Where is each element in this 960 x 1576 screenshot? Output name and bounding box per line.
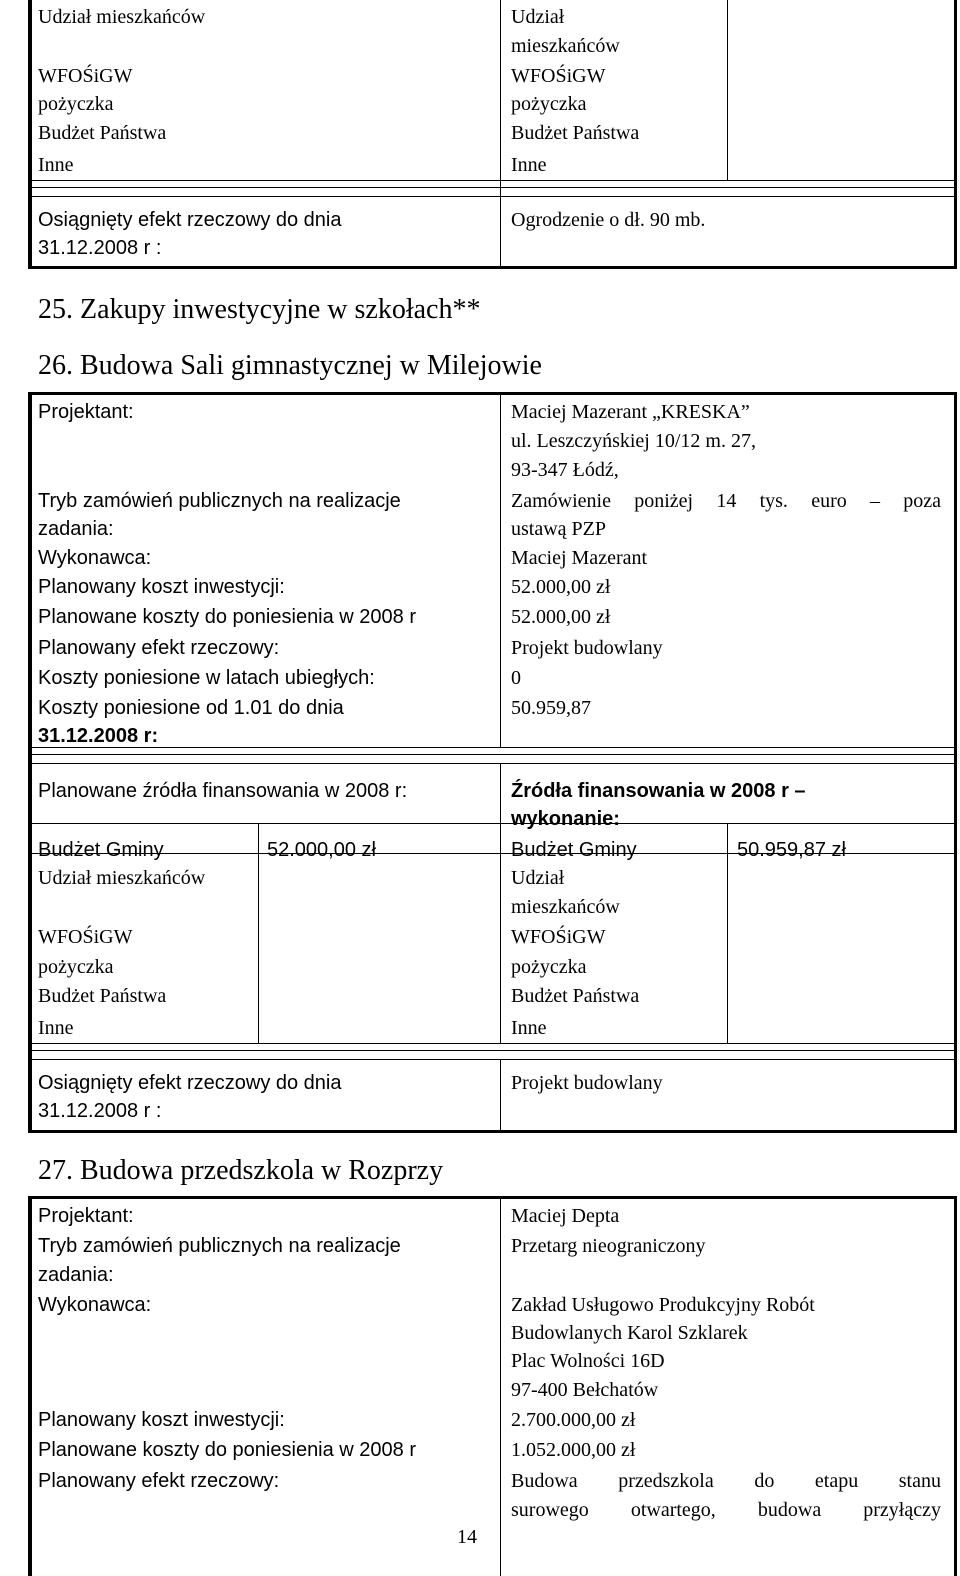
column-divider (500, 763, 501, 823)
projektant-value: ul. Leszczyńskiej 10/12 m. 27, (511, 430, 756, 452)
tryb-value: Zamówienie poniżej 14 tys. euro – poza (511, 490, 941, 512)
projektant-value: Maciej Mazerant „KRESKA” (511, 401, 750, 423)
wykonawca-value: Zakład Usługowo Produkcyjny Robót (511, 1294, 815, 1316)
zrodla-wyk-label: wykonanie: (511, 808, 620, 830)
efekt-value: surowego otwartego, budowa przyłączy (511, 1499, 941, 1521)
row-divider (32, 1059, 954, 1060)
efekt-label: Planowany efekt rzeczowy: (38, 637, 280, 659)
wykonawca-value: Maciej Mazerant (511, 547, 648, 569)
wykonawca-value: Plac Wolności 16D (511, 1350, 665, 1372)
osiagniety-value: Projekt budowlany (511, 1072, 663, 1094)
tryb-label: Tryb zamówień publicznych na realizacje (38, 1235, 401, 1257)
column-divider (727, 853, 728, 1043)
wykonawca-value: Budowlanych Karol Szklarek (511, 1322, 748, 1344)
section-heading-26: 26. Budowa Sali gimnastycznej w Milejowie (38, 350, 542, 381)
projektant-value: Maciej Depta (511, 1205, 620, 1227)
budzet-gminy-plan: 52.000,00 zł (267, 839, 376, 861)
column-divider (500, 0, 501, 266)
column-divider (500, 823, 501, 1043)
source-label: Udział (511, 6, 565, 28)
effect-date: 31.12.2008 r : (38, 237, 162, 259)
koszty-od-label: Koszty poniesione od 1.01 do dnia (38, 697, 344, 719)
row-divider (32, 763, 954, 764)
source-label: pożyczka (38, 93, 114, 115)
tryb-label: zadania: (38, 1264, 114, 1286)
source-label: Inne (511, 1017, 547, 1039)
source-label: Budżet Państwa (511, 985, 640, 1007)
source-label: Budżet Państwa (511, 122, 640, 144)
tryb-value: Przetarg nieograniczony (511, 1235, 706, 1257)
koszty-od-date: 31.12.2008 r: (38, 725, 159, 747)
source-label: pożyczka (511, 956, 587, 978)
tryb-label: Tryb zamówień publicznych na realizacje (38, 490, 401, 512)
wykonawca-label: Wykonawca: (38, 547, 152, 569)
page-number: 14 (457, 1526, 477, 1548)
projektant-label: Projektant: (38, 401, 134, 423)
osiagniety-date: 31.12.2008 r : (38, 1100, 162, 1122)
source-label: WFOŚiGW (38, 65, 133, 87)
koszt-label: Planowany koszt inwestycji: (38, 1409, 285, 1431)
column-divider (500, 395, 501, 747)
source-label: Udział (511, 867, 565, 889)
tryb-value: ustawą PZP (511, 518, 606, 540)
column-divider (500, 1059, 501, 1130)
koszty-ubiegle-label: Koszty poniesione w latach ubiegłych: (38, 667, 375, 689)
effect-value: Ogrodzenie o dł. 90 mb. (511, 209, 706, 231)
source-label: pożyczka (38, 956, 114, 978)
source-label: Inne (38, 1017, 74, 1039)
efekt-value: Budowa przedszkola do etapu stanu (511, 1470, 941, 1492)
source-label: Udział mieszkańców (38, 867, 206, 889)
koszty-2008-value: 1.052.000,00 zł (511, 1439, 636, 1461)
zrodla-wyk-label: Źródła finansowania w 2008 r – (511, 780, 806, 802)
source-label: WFOŚiGW (38, 926, 133, 948)
source-label: WFOŚiGW (511, 926, 606, 948)
source-label: Inne (511, 154, 547, 176)
column-divider (727, 823, 728, 853)
projektant-label: Projektant: (38, 1205, 134, 1227)
zrodla-plan-label: Planowane źródła finansowania w 2008 r: (38, 780, 408, 802)
budzet-gminy-wyk: 50.959,87 zł (737, 839, 846, 861)
koszt-label: Planowany koszt inwestycji: (38, 576, 285, 598)
budzet-gminy-label: Budżet Gminy (38, 839, 164, 861)
koszt-value: 52.000,00 zł (511, 576, 611, 598)
osiagniety-label: Osiągnięty efekt rzeczowy do dnia (38, 1072, 342, 1094)
section-heading-27: 27. Budowa przedszkola w Rozprzy (38, 1155, 444, 1186)
source-label: mieszkańców (511, 35, 620, 57)
koszty-2008-value: 52.000,00 zł (511, 606, 611, 628)
source-label: mieszkańców (511, 896, 620, 918)
budzet-gminy-label: Budżet Gminy (511, 839, 637, 861)
column-divider (258, 823, 259, 853)
column-divider (727, 0, 728, 180)
column-divider (258, 853, 259, 1043)
source-label: Inne (38, 154, 74, 176)
koszty-od-value: 50.959,87 (511, 697, 591, 719)
koszty-2008-label: Planowane koszty do poniesienia w 2008 r (38, 1439, 417, 1461)
efekt-value: Projekt budowlany (511, 637, 663, 659)
source-label: Udział mieszkańców (38, 6, 206, 28)
tryb-label: zadania: (38, 518, 114, 540)
koszty-ubiegle-value: 0 (511, 667, 521, 689)
row-divider (32, 823, 954, 824)
projektant-value: 93-347 Łódź, (511, 459, 619, 481)
section-heading-25: 25. Zakupy inwestycyjne w szkołach** (38, 294, 481, 325)
wykonawca-value: 97-400 Bełchatów (511, 1379, 659, 1401)
row-divider (32, 196, 954, 197)
wykonawca-label: Wykonawca: (38, 1294, 152, 1316)
source-label: pożyczka (511, 93, 587, 115)
koszt-value: 2.700.000,00 zł (511, 1409, 636, 1431)
effect-label: Osiągnięty efekt rzeczowy do dnia (38, 209, 342, 231)
row-divider (32, 747, 954, 755)
source-label: WFOŚiGW (511, 65, 606, 87)
row-divider (32, 180, 954, 188)
efekt-label: Planowany efekt rzeczowy: (38, 1470, 280, 1492)
column-divider (500, 1199, 501, 1576)
row-divider (32, 1043, 954, 1051)
source-label: Budżet Państwa (38, 122, 167, 144)
koszty-2008-label: Planowane koszty do poniesienia w 2008 r (38, 606, 417, 628)
source-label: Budżet Państwa (38, 985, 167, 1007)
